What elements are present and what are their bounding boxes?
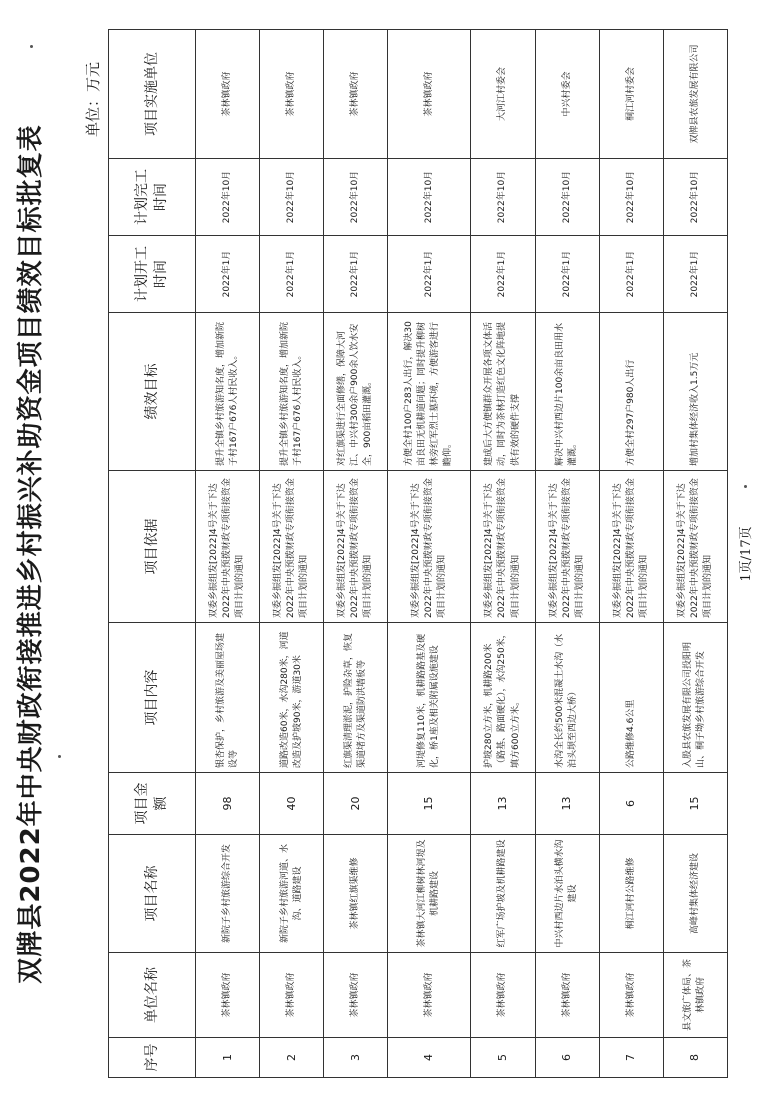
basis-cell: 双委乡振组发[2022]4号关于下达2022年中央预拨财政专项衔接资金项目计划的通知: [196, 471, 260, 623]
start-cell: 2022年1月: [663, 236, 727, 313]
header-cell: 项目内容: [109, 623, 196, 773]
goal-cell: 提升全镇乡村旅游知名度，增加新院子村167户676人村民收入。: [196, 313, 260, 471]
start-cell: 2022年1月: [471, 236, 535, 313]
impl-cell: 中兴村委会: [535, 30, 599, 159]
basis-cell: 双委乡振组发[2022]4号关于下达2022年中央预拨财政专项衔接资金项目计划的通知: [535, 471, 599, 623]
content-cell: 银杏保护，乡村旅游及美丽屋场建设等: [196, 623, 260, 773]
row-number: 7: [599, 1038, 663, 1078]
table-row: [663, 30, 727, 1078]
goal-cell: 建成后大方便镇群众开展各项文体活动，同时为茶林打造红色文化阵地提供有效的硬件支撑: [471, 313, 535, 471]
goal-cell: 对红旗渠进行全面修缮，保障大河江、中兴村300余户900余人饮水安全，900亩稻田灌溉。: [324, 313, 388, 471]
start-cell: 2022年1月: [196, 236, 260, 313]
scan-speck: [744, 485, 747, 488]
scan-speck: [30, 45, 33, 48]
impl-cell: 桐江河村委会: [599, 30, 663, 159]
table-row: [260, 30, 324, 1078]
project-name-cell: 茶林镇大河江柳树林河堤及机耕路建设: [388, 835, 471, 953]
scan-speck: [58, 755, 61, 758]
basis-cell: 双委乡振组发[2022]4号关于下达2022年中央预拨财政专项衔接资金项目计划的通知: [663, 471, 727, 623]
impl-cell: 大河江村委会: [471, 30, 535, 159]
project-name-cell: 桐江河村公路维修: [599, 835, 663, 953]
end-cell: 2022年10月: [388, 159, 471, 236]
start-cell: 2022年1月: [260, 236, 324, 313]
amount-cell: 13: [535, 773, 599, 835]
impl-cell: 双牌县农旅发展有限公司: [663, 30, 727, 159]
dept-cell: 茶林镇政府: [535, 953, 599, 1038]
amount-cell: 6: [599, 773, 663, 835]
project-name-cell: 高峰村集体经济建设: [663, 835, 727, 953]
table-row: [599, 30, 663, 1078]
project-name-cell: 新院子乡村旅游综合开发: [196, 835, 260, 953]
page-title: 双牌县2022年中央财政衔接推进乡村振兴补助资金项目绩效目标批复表: [16, 124, 46, 984]
performance-table: [108, 29, 728, 1078]
table-row: [196, 30, 260, 1078]
header-cell: 计划完工时间: [109, 159, 196, 236]
start-cell: 2022年1月: [535, 236, 599, 313]
impl-cell: 茶林镇政府: [196, 30, 260, 159]
table-row: [324, 30, 388, 1078]
dept-cell: 茶林镇政府: [324, 953, 388, 1038]
header-cell: 项目依据: [109, 471, 196, 623]
basis-cell: 双委乡振组发[2022]4号关于下达2022年中央预拨财政专项衔接资金项目计划的通知: [599, 471, 663, 623]
goal-cell: 提升全镇乡村旅游知名度，增加新院子村167户676人村民收入。: [260, 313, 324, 471]
row-number: 6: [535, 1038, 599, 1078]
content-cell: 河堤修复110米，机耕路路基及硬化，桥1座及相关附属设施建设: [388, 623, 471, 773]
end-cell: 2022年10月: [196, 159, 260, 236]
row-number: 2: [260, 1038, 324, 1078]
impl-cell: 茶林镇政府: [260, 30, 324, 159]
basis-cell: 双委乡振组发[2022]4号关于下达2022年中央预拨财政专项衔接资金项目计划的通知: [471, 471, 535, 623]
impl-cell: 茶林镇政府: [324, 30, 388, 159]
impl-cell: 茶林镇政府: [388, 30, 471, 159]
row-number: 3: [324, 1038, 388, 1078]
amount-cell: 15: [663, 773, 727, 835]
basis-cell: 双委乡振组发[2022]4号关于下达2022年中央预拨财政专项衔接资金项目计划的通知: [324, 471, 388, 623]
content-cell: 入股县农旅发展有限公司投阳明山、桐子坳乡村旅游综合开发: [663, 623, 727, 773]
end-cell: 2022年10月: [535, 159, 599, 236]
amount-cell: 20: [324, 773, 388, 835]
content-cell: 护坡280立方米，机耕路200米（路基、路面硬化），水沟250米，填方600立方米。: [471, 623, 535, 773]
end-cell: 2022年10月: [324, 159, 388, 236]
project-name-cell: 中兴村西边片水泊头横水沟建设: [535, 835, 599, 953]
unit-label: 单位：万元: [84, 62, 102, 138]
end-cell: 2022年10月: [471, 159, 535, 236]
amount-cell: 98: [196, 773, 260, 835]
project-name-cell: 茶林镇红旗渠维修: [324, 835, 388, 953]
header-cell: 项目实施单位: [109, 30, 196, 159]
dept-cell: 茶林镇政府: [599, 953, 663, 1038]
dept-cell: 茶林镇政府: [388, 953, 471, 1038]
start-cell: 2022年1月: [324, 236, 388, 313]
goal-cell: 方便全村297户980人出行: [599, 313, 663, 471]
header-cell: 项目名称: [109, 835, 196, 953]
dept-cell: 茶林镇政府: [196, 953, 260, 1038]
project-name-cell: 新院子乡村旅游河道、水沟、道路建设: [260, 835, 324, 953]
row-number: 8: [663, 1038, 727, 1078]
goal-cell: 方便全村100户283人出行，解决30亩良田无机耕道问题；同时提升柳树林旁红军烈士墓环境，方便游客进行瞻仰。: [388, 313, 471, 471]
goal-cell: 增加村集体经济收入1.5万元: [663, 313, 727, 471]
row-number: 4: [388, 1038, 471, 1078]
dept-cell: 茶林镇政府: [471, 953, 535, 1038]
end-cell: 2022年10月: [663, 159, 727, 236]
goal-cell: 解决中兴村西边片100余亩良田用水灌溉。: [535, 313, 599, 471]
page-number: 1页/17页: [739, 526, 754, 582]
header-cell: 计划开工时间: [109, 236, 196, 313]
content-cell: 公路维修4.6公里: [599, 623, 663, 773]
amount-cell: 13: [471, 773, 535, 835]
table-row: [535, 30, 599, 1078]
basis-cell: 双委乡振组发[2022]4号关于下达2022年中央预拨财政专项衔接资金项目计划的通知: [260, 471, 324, 623]
row-number: 5: [471, 1038, 535, 1078]
header-cell: 绩效目标: [109, 313, 196, 471]
table-row: [471, 30, 535, 1078]
start-cell: 2022年1月: [388, 236, 471, 313]
project-name-cell: 红军广场护坡及机耕路建设: [471, 835, 535, 953]
start-cell: 2022年1月: [599, 236, 663, 313]
end-cell: 2022年10月: [260, 159, 324, 236]
dept-cell: 茶林镇政府: [260, 953, 324, 1038]
table-header-row: [109, 30, 196, 1078]
table-row: [388, 30, 471, 1078]
amount-cell: 15: [388, 773, 471, 835]
content-cell: 红旗渠清理淤泥，护险杂草，恢复渠道堵方及渠道防洪墙板等: [324, 623, 388, 773]
header-cell: 项目金额: [109, 773, 196, 835]
end-cell: 2022年10月: [599, 159, 663, 236]
content-cell: 道路改造60米，水沟280米，河道改造及护坡90米，游道30米: [260, 623, 324, 773]
row-number: 1: [196, 1038, 260, 1078]
amount-cell: 40: [260, 773, 324, 835]
header-cell: 序号: [109, 1038, 196, 1078]
content-cell: 水沟全长约500米混凝土水沟（水泊头坝至西边大桥）: [535, 623, 599, 773]
dept-cell: 县文旅广体局、茶林镇政府: [663, 953, 727, 1038]
basis-cell: 双委乡振组发[2022]4号关于下达2022年中央预拨财政专项衔接资金项目计划的通知: [388, 471, 471, 623]
header-cell: 单位名称: [109, 953, 196, 1038]
